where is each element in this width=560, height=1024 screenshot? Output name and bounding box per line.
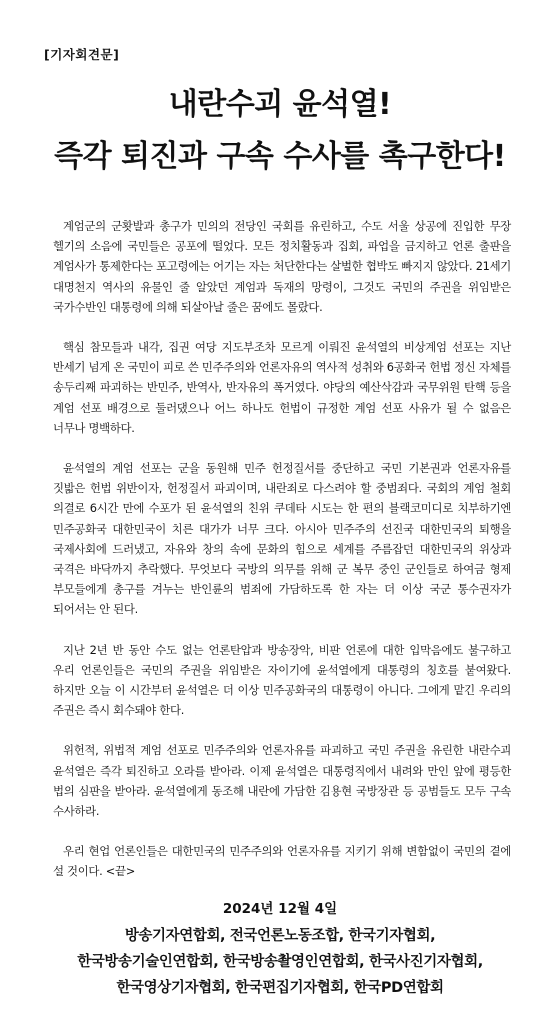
headline-line-1: 내란수괴 윤석열! [168, 87, 392, 122]
paragraph-4: 지난 2년 반 동안 수도 없는 언론탄압과 방송장악, 비판 언론에 대한 입막음에도 불구하고 우리 언론인들은 국민의 주권을 위임받은 자이기에 윤석열에게 대통령의 칭호를 붙여왔다. 하지만 오늘 이 시간부터 윤석열은 더 이상 민주공화국의 대통령이 아니다. 그에게 맡긴 우리의 주권은 즉시 회수돼야 한다. [53, 642, 511, 718]
signatories-line-1: 방송기자연합회, 전국언론노동조합, 한국기자협회, [124, 928, 436, 944]
document-tag: [기자회견문] [44, 47, 120, 62]
statement-body [53, 216, 511, 902]
paragraph-3: 윤석열의 계엄 선포는 군을 동원해 민주 헌정질서를 중단하고 국민 기본권과 언론자유를 짓밟은 헌법 위반이자, 헌정질서 파괴이며, 내란죄로 다스려야 할 중범죄다. 국회의 계엄 철회 의결로 6시간 만에 수포가 된 윤석열의 친위 쿠데타 시도는 한 편의 블랙코미디로 치부하기엔 민주공화국 대한민국이 치른 대가가 너무 크다. 아시아 민주주의 선진국 대한민국의 퇴행을 국제사회에 드러냈고, 자유와 창의 속에 문화의 힘으로 세계를 주름잡던 대한민국의 위상과 국격은 바닥까지 추락했다. 무엇보다 국방의 의무를 위해 군 복무 중인 군인들로 하여금 형제 부모들에게 총구를 겨누는 반인륜의 범죄에 가담하도록 한 자는 더 이상 국군 통수권자가 되어서는 안 된다. [53, 461, 511, 617]
paragraph-1: 계엄군의 군홧발과 총구가 민의의 전당인 국회를 유린하고, 수도 서울 상공에 진입한 무장 헬기의 소음에 국민들은 공포에 떨었다. 모든 정치활동과 집회, 파업을 금지하고 언론 출판을 계엄사가 통제한다는 포고령에는 어기는 자는 처단한다는 살벌한 협박도 빠지지 않았다. 21세기 대명천지 역사의 유물인 줄 알았던 계엄과 독재의 망령이, 그것도 국민의 주권을 위임받은 국가수반인 대통령에 의해 되살아날 줄은 꿈에도 몰랐다. [53, 219, 511, 314]
paragraph-6: 우리 현업 언론인들은 대한민국의 민주주의와 언론자유를 지키기 위해 변함없이 국민의 곁에 설 것이다. <끝> [53, 844, 511, 879]
paragraph-5: 위헌적, 위법적 계엄 선포로 민주주의와 언론자유를 파괴하고 국민 주권을 유린한 내란수괴 윤석열은 즉각 퇴진하고 오라를 받아라. 이제 윤석열은 대통령직에서 내려와 만인 앞에 평등한 법의 심판을 받아라. 윤석열에게 동조해 내란에 가담한 김용현 국방장관 등 공범들도 모두 구속 수사하라. [53, 743, 511, 819]
signatories-line-3: 한국영상기자협회, 한국편집기자협회, 한국PD연합회 [116, 980, 444, 996]
statement-date: 2024년 12월 4일 [222, 901, 338, 917]
paragraph-2: 핵심 참모들과 내각, 집권 여당 지도부조차 모르게 이뤄진 윤석열의 비상계엄 선포는 지난 반세기 넘게 온 국민이 피로 쓴 민주주의와 언론자유의 역사적 성취와 6공화국 헌법 정신 자체를 송두리째 파괴하는 반민주, 반역사, 반자유의 폭거였다. 야당의 예산삭감과 국무위원 탄핵 등을 계엄 선포 배경으로 둘러댔으나 어느 하나도 헌법이 규정한 계엄 선포 사유가 될 수 없음은 너무나 명백하다. [53, 340, 511, 435]
signatories-line-2: 한국방송기술인연합회, 한국방송촬영인연합회, 한국사진기자협회, [77, 954, 483, 970]
headline-line-2: 즉각 퇴진과 구속 수사를 촉구한다! [54, 139, 506, 174]
